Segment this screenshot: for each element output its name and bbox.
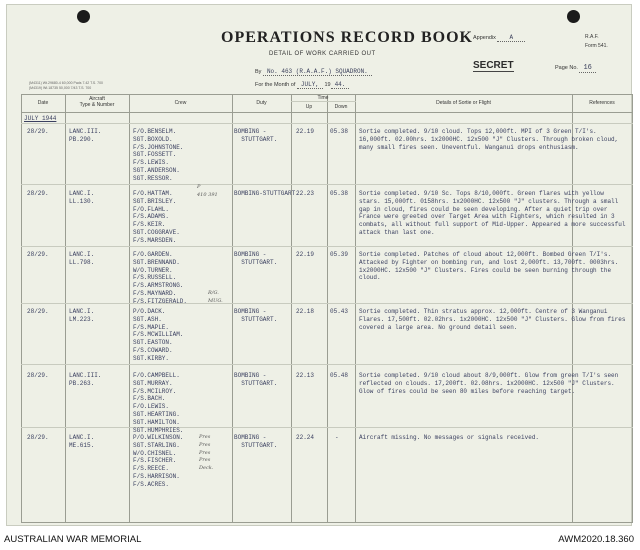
entry-2-details: Sortie completed. 9/10 Sc. Tops 8/10,000ft. Green flares with yellow stars. 15,000ft. 0158hrs. 1x2000HC. 12x500 "J" clusters. Through a small gap in cloud, fires could be seen developing. After a quiet trip over France were greeted over Target Area with Fighters, which resulted in 3 combats, all without full support of Mid-Upper. Appeared a more successful attack than last one. [359, 190, 626, 236]
form-line-2: Form 541. [585, 43, 608, 49]
entry-5-date: 28/29. [27, 372, 49, 379]
entry-4-duty: BOMBING - STUTTGART. [234, 308, 278, 323]
squadron-value: No. 463 (R.A.A.F.) SQUADRON. [263, 68, 372, 76]
entry-5-down: 05.48 [330, 372, 349, 379]
entry-2-duty: BOMBING-STUTTGART. [234, 190, 299, 197]
entry-2-up: 22.23 [296, 190, 315, 197]
entry-2-crew: F/O.HATTAM. SGT.BRISLEY. F/O.FLAHL. F/S.ADAMS. F/S.KEIR. SGT.COGGRAVE. F/S.MARSDEN. [133, 190, 180, 244]
entry-4-up: 22.18 [296, 308, 315, 315]
entry-6-up: 22.24 [296, 434, 315, 441]
entry-5-duty: BOMBING - STUTTGART. [234, 372, 278, 387]
entry-1-details: Sortie completed. 9/10 cloud. Tops 12,000ft. MPI of 3 Green T/I's. 16,000ft. 02.00hrs. 1x2000HC. 12x500 "J" Clusters. Through broken cloud, many small fires seen. Uneventful. Wanganui drops enthusiasm. [359, 128, 619, 151]
entry-2-down: 05.38 [330, 190, 349, 197]
entry-5-crew: F/O.CAMPBELL. SGT.MURRAY. F/S.MCILROY. F/S.BACH. F/O.LEWIS. SGT.HEARTING. SGT.HAMILTON. SGT.HUMPHRIES. [133, 372, 184, 434]
entry-2-aircraft: LANC.I. LL.130. [69, 190, 95, 205]
entry-4-date: 28/29. [27, 308, 49, 315]
entry-5-aircraft: LANC.III. PB.263. [69, 372, 102, 387]
entry-6-aircraft: LANC.I. ME.615. [69, 434, 95, 449]
appendix-label: Appendix [473, 35, 496, 41]
entry-1-aircraft: LANC.III. PB.290. [69, 128, 102, 143]
page-number-line [555, 64, 596, 72]
printer-reference-1: (M4311) Wt.29680-4 60,000 Pads 7.42 T.S. 700 [29, 81, 104, 85]
printer-reference-2: (M4319) Wt.18735 50,000 7/43 T.S. 700 [29, 86, 92, 90]
squadron-line [255, 68, 372, 75]
page-number: 16 [579, 64, 595, 73]
entry-3-margin-note: R/G. MUG. [208, 290, 223, 304]
entry-2-date: 28/29. [27, 190, 49, 197]
record-sheet [6, 4, 632, 526]
col-time: Time [317, 95, 329, 101]
record-table [21, 94, 633, 523]
entry-3-up: 22.19 [296, 251, 315, 258]
footer-catalogue-number: AWM2020.18.360 [558, 534, 634, 545]
by-label: By [255, 69, 262, 75]
entry-3-crew: F/O.GARDEN. SGT.BRENNAND. W/O.TURNER. F/S.RUSSELL. F/S.ARMSTRONG. F/S.MAYNARD. F/S.FITZGERALD. [133, 251, 188, 305]
col-crew: Crew [174, 100, 187, 106]
month-heading: JULY 1944 [24, 115, 57, 122]
col-duty: Duty [256, 100, 267, 106]
form-number [585, 33, 608, 51]
entry-6-down: - [335, 434, 339, 441]
page-subtitle: DETAIL OF WORK CARRIED OUT [269, 51, 376, 57]
col-date: Date [37, 100, 49, 106]
secret-stamp: SECRET [473, 60, 514, 71]
entry-6-crew: P/O.WILKINSON. SGT.STARLING. W/O.CHISNEL. F/S.FISCHER. F/S.REECE. F/S.HARRISON. F/S.ACRES. [133, 434, 184, 488]
entry-3-date: 28/29. [27, 251, 49, 258]
punch-hole-right [567, 10, 580, 23]
year-value: 44. [331, 81, 350, 89]
appendix-line [473, 34, 525, 41]
page-title: OPERATIONS RECORD BOOK [221, 29, 473, 46]
entry-6-date: 28/29. [27, 434, 49, 441]
entry-1-crew: F/O.BENSELM. SGT.BOXOLD. F/S.JOHNSTONE. SGT.FOSSETT. F/S.LEWIS. SGT.ANDERSON. SGT.RESSOR. [133, 128, 184, 182]
month-line [255, 81, 349, 88]
entry-3-duty: BOMBING - STUTTGART. [234, 251, 278, 266]
form-line-1: R.A.F. [585, 34, 599, 40]
entry-1-date: 28/29. [27, 128, 49, 135]
entry-5-up: 22.13 [296, 372, 315, 379]
entry-3-details: Sortie completed. Patches of cloud about 12,000ft. Bombed Green T/I's. Attacked by Fighter on bombing run, and lost 2,000ft. 13,700ft. 0003hrs. 1x2000HC. 12x500 "J" Clusters. Fires could be seen burning through the cloud. [359, 251, 619, 282]
month-value: JULY, [297, 81, 323, 89]
punch-hole-left [77, 10, 90, 23]
entry-2-margin-note: P 410 391 [197, 184, 218, 198]
col-time-down: Down [334, 104, 348, 110]
entry-5-details: Sortie completed. 9/10 cloud about 8/9,000ft. Glow from green T/I's seen reflected on clouds. 17,200ft. 02.08hrs. 1x2000HC. 12x500 "J" Clusters. Glow of fires could be seen 80 miles before reaching target. [359, 372, 619, 395]
entry-4-details: Sortie completed. Thin stratus approx. 12,000ft. Centre of 3 Wanganui Flares. 17,500ft. 02.02hrs. 1x2000HC. 12x500 "J" Clusters. Glow from fires covered a large area. No ground detail seen. [359, 308, 626, 331]
col-aircraft-line2: Type & Number [79, 102, 115, 108]
entry-4-crew: P/O.DACK. SGT.ASH. F/S.MAPLE. F/S.MCWILLIAM. SGT.EASTON. F/S.COWARD. SGT.KIRBY. [133, 308, 184, 362]
month-label: For the Month of [255, 82, 296, 88]
entry-4-aircraft: LANC.I. LM.223. [69, 308, 95, 323]
entry-6-details: Aircraft missing. No messages or signals received. [359, 434, 540, 441]
page-label: Page No. [555, 65, 578, 71]
printer-reference [29, 81, 103, 91]
col-aircraft-line1: Aircraft [89, 96, 105, 102]
col-aircraft [65, 96, 129, 108]
entry-4-down: 05.43 [330, 308, 349, 315]
entry-1-duty: BOMBING - STUTTGART. [234, 128, 278, 143]
col-details: Details of Sortie or Flight [436, 100, 491, 106]
entry-6-margin-note: Pres Pres Pres Pres Deck. [199, 434, 214, 472]
col-time-up: Up [305, 104, 313, 110]
entry-3-aircraft: LANC.I. LL.798. [69, 251, 95, 266]
entry-6-duty: BOMBING - STUTTGART. [234, 434, 278, 449]
entry-3-down: 05.39 [330, 251, 349, 258]
footer-institution: AUSTRALIAN WAR MEMORIAL [4, 534, 142, 545]
year-prefix: 19 [324, 82, 331, 88]
col-references: References [589, 100, 615, 106]
entry-1-up: 22.19 [296, 128, 315, 135]
entry-1-down: 05.38 [330, 128, 349, 135]
appendix-value: A [497, 34, 525, 42]
